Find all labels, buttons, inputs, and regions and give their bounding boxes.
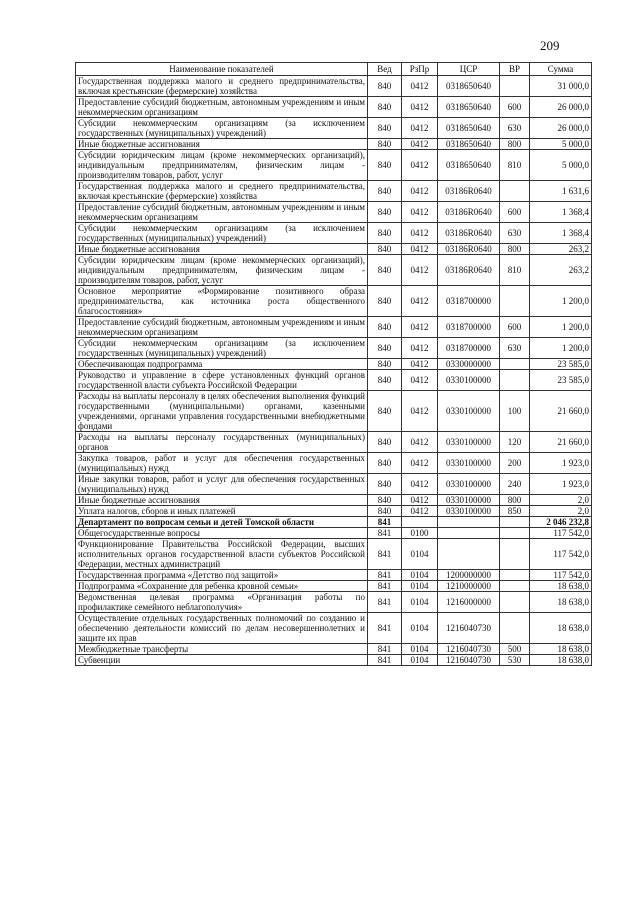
cell-sum: 18 638,0 [530,581,592,592]
cell-csr: 0330100000 [438,453,500,474]
cell-csr [438,539,500,570]
cell-sum: 1 368,4 [530,202,592,223]
cell-ved: 840 [368,432,402,453]
cell-vr: 800 [500,495,530,506]
cell-name: Государственная поддержка малого и среднего предпринимательства, включая крестьянские (фермерские) хозяйства [76,76,368,97]
cell-csr: 0330100000 [438,370,500,391]
cell-sum: 263,2 [530,244,592,255]
table-row [76,317,592,338]
cell-csr: 0330100000 [438,495,500,506]
cell-csr: 0330100000 [438,506,500,517]
cell-sum: 117 542,0 [530,539,592,570]
table-row [76,495,592,506]
table-row [76,97,592,118]
cell-rzpr: 0412 [402,118,438,139]
cell-rzpr: 0412 [402,370,438,391]
cell-sum: 26 000,0 [530,118,592,139]
cell-vr [500,181,530,202]
cell-name: Общегосударственные вопросы [76,528,368,539]
cell-name: Расходы на выплаты персоналу в целях обеспечения выполнения функций государственными (муниципальными) органами, казенными учреждениями, органами управления государственными внебюджетными фондами [76,391,368,432]
cell-name: Основное мероприятие «Формирование позитивного образа предпринимательства, как источника роста общественного благосостояния» [76,286,368,317]
cell-name: Субсидии юридическим лицам (кроме некоммерческих организаций), индивидуальным предпринимателям, физическим лицам - производителям товаров, работ, услуг [76,150,368,181]
cell-sum: 18 638,0 [530,644,592,655]
cell-name: Расходы на выплаты персоналу государственных (муниципальных) органов [76,432,368,453]
cell-vr [500,528,530,539]
cell-sum: 1 923,0 [530,474,592,495]
cell-csr: 0318700000 [438,317,500,338]
cell-sum: 1 200,0 [530,317,592,338]
cell-sum: 21 660,0 [530,432,592,453]
cell-rzpr: 0104 [402,581,438,592]
cell-ved: 841 [368,644,402,655]
cell-ved: 841 [368,570,402,581]
cell-rzpr: 0412 [402,391,438,432]
cell-csr: 0330100000 [438,391,500,432]
cell-sum: 263,2 [530,255,592,286]
cell-ved: 841 [368,539,402,570]
cell-name: Уплата налогов, сборов и иных платежей [76,506,368,517]
table-row [76,453,592,474]
table-row [76,255,592,286]
table-row [76,338,592,359]
cell-rzpr: 0412 [402,150,438,181]
cell-rzpr: 0412 [402,286,438,317]
cell-rzpr [402,517,438,528]
cell-rzpr: 0412 [402,223,438,244]
cell-ved: 841 [368,517,402,528]
cell-sum: 2,0 [530,506,592,517]
cell-vr: 810 [500,255,530,286]
table-row [76,359,592,370]
cell-ved: 840 [368,118,402,139]
cell-ved: 840 [368,286,402,317]
cell-name: Субсидии некоммерческим организациям (за исключением государственных (муниципальных) учреждений) [76,223,368,244]
table-row [76,613,592,644]
cell-vr [500,613,530,644]
table-header [76,63,592,76]
cell-rzpr: 0100 [402,528,438,539]
table-row [76,244,592,255]
table-row [76,223,592,244]
table-row [76,139,592,150]
cell-ved: 840 [368,453,402,474]
cell-name: Предоставление субсидий бюджетным, автономным учреждениям и иным некоммерческим организациям [76,97,368,118]
table-row [76,391,592,432]
cell-csr [438,528,500,539]
cell-name: Подпрограмма «Сохранение для ребенка кровной семьи» [76,581,368,592]
cell-vr [500,370,530,391]
cell-ved: 840 [368,150,402,181]
cell-vr: 850 [500,506,530,517]
cell-csr: 1210000000 [438,581,500,592]
cell-rzpr: 0412 [402,244,438,255]
cell-sum: 31 000,0 [530,76,592,97]
cell-vr: 600 [500,317,530,338]
cell-rzpr: 0412 [402,453,438,474]
cell-vr: 800 [500,244,530,255]
cell-ved: 840 [368,244,402,255]
table-row [76,581,592,592]
cell-csr: 0330000000 [438,359,500,370]
cell-vr: 200 [500,453,530,474]
table-row [76,570,592,581]
cell-rzpr: 0412 [402,506,438,517]
table-row [76,474,592,495]
table-row [76,181,592,202]
cell-ved: 840 [368,506,402,517]
cell-sum: 23 585,0 [530,359,592,370]
cell-rzpr: 0412 [402,495,438,506]
cell-vr: 630 [500,118,530,139]
cell-vr: 630 [500,338,530,359]
cell-csr [438,517,500,528]
cell-name: Субсидии юридическим лицам (кроме некоммерческих организаций), индивидуальным предпринимателям, физическим лицам - производителям товаров, работ, услуг [76,255,368,286]
cell-csr: 0318650640 [438,150,500,181]
header-sum: Сумма [530,63,592,76]
cell-rzpr: 0104 [402,570,438,581]
cell-vr [500,592,530,613]
cell-sum: 26 000,0 [530,97,592,118]
cell-ved: 840 [368,359,402,370]
cell-sum: 21 660,0 [530,391,592,432]
cell-sum: 1 368,4 [530,223,592,244]
table-row [76,592,592,613]
cell-vr: 530 [500,655,530,666]
cell-rzpr: 0412 [402,317,438,338]
cell-sum: 23 585,0 [530,370,592,391]
cell-csr: 0330100000 [438,432,500,453]
header-row [76,63,592,76]
cell-name: Предоставление субсидий бюджетным, автономным учреждениям и иным некоммерческим организациям [76,317,368,338]
cell-vr: 240 [500,474,530,495]
cell-csr: 0318650640 [438,118,500,139]
cell-sum: 18 638,0 [530,655,592,666]
cell-rzpr: 0412 [402,76,438,97]
cell-vr [500,539,530,570]
cell-name: Иные бюджетные ассигнования [76,495,368,506]
table-body [76,76,592,666]
cell-vr [500,581,530,592]
cell-sum: 1 631,6 [530,181,592,202]
cell-ved: 841 [368,655,402,666]
cell-csr: 0318650640 [438,76,500,97]
header-name: Наименование показателей [76,63,368,76]
cell-csr: 0318700000 [438,286,500,317]
table-row [76,118,592,139]
cell-rzpr: 0104 [402,613,438,644]
cell-ved: 840 [368,97,402,118]
cell-csr: 1216040730 [438,613,500,644]
cell-name: Закупка товаров, работ и услуг для обеспечения государственных (муниципальных) нужд [76,453,368,474]
cell-ved: 841 [368,528,402,539]
cell-sum: 1 200,0 [530,338,592,359]
cell-csr: 1216000000 [438,592,500,613]
cell-rzpr: 0412 [402,338,438,359]
cell-name: Иные бюджетные ассигнования [76,244,368,255]
cell-name: Иные закупки товаров, работ и услуг для обеспечения государственных (муниципальных) нужд [76,474,368,495]
table-row [76,150,592,181]
cell-rzpr: 0412 [402,202,438,223]
cell-ved: 840 [368,181,402,202]
cell-csr: 1200000000 [438,570,500,581]
cell-rzpr: 0412 [402,139,438,150]
cell-name: Субсидии некоммерческим организациям (за исключением государственных (муниципальных) учреждений) [76,338,368,359]
cell-name: Государственная программа «Детство под защитой» [76,570,368,581]
cell-csr: 1216040730 [438,644,500,655]
cell-ved: 840 [368,474,402,495]
cell-name: Государственная поддержка малого и среднего предпринимательства, включая крестьянские (фермерские) хозяйства [76,181,368,202]
cell-vr [500,359,530,370]
cell-csr: 03186R0640 [438,181,500,202]
cell-rzpr: 0104 [402,539,438,570]
cell-name: Субсидии некоммерческим организациям (за исключением государственных (муниципальных) учреждений) [76,118,368,139]
cell-ved: 840 [368,338,402,359]
cell-sum: 1 923,0 [530,453,592,474]
cell-rzpr: 0104 [402,655,438,666]
cell-ved: 840 [368,139,402,150]
cell-vr: 600 [500,97,530,118]
cell-sum: 5 000,0 [530,150,592,181]
cell-vr: 810 [500,150,530,181]
table-row [76,644,592,655]
budget-table [75,62,592,666]
table-row [76,370,592,391]
cell-csr: 0318650640 [438,139,500,150]
cell-rzpr: 0412 [402,97,438,118]
cell-ved: 841 [368,581,402,592]
header-csr: ЦСР [438,63,500,76]
cell-name: Осуществление отдельных государственных полномочий по созданию и обеспечению деятельности комиссий по делам несовершеннолетних и защите их прав [76,613,368,644]
cell-name: Субвенции [76,655,368,666]
cell-name: Департамент по вопросам семьи и детей Томской области [76,517,368,528]
page-number: 209 [540,38,560,53]
cell-ved: 840 [368,317,402,338]
cell-vr: 500 [500,644,530,655]
cell-name: Предоставление субсидий бюджетным, автономным учреждениям и иным некоммерческим организациям [76,202,368,223]
header-rzpr: РзПр [402,63,438,76]
cell-csr: 0330100000 [438,474,500,495]
cell-ved: 840 [368,223,402,244]
cell-rzpr: 0104 [402,644,438,655]
table-row [76,528,592,539]
cell-ved: 840 [368,391,402,432]
cell-sum: 1 200,0 [530,286,592,317]
cell-csr: 0318700000 [438,338,500,359]
header-ved: Вед [368,63,402,76]
cell-rzpr: 0412 [402,432,438,453]
cell-vr: 800 [500,139,530,150]
cell-sum: 117 542,0 [530,528,592,539]
table-row [76,506,592,517]
cell-vr [500,286,530,317]
cell-sum: 117 542,0 [530,570,592,581]
header-vr: ВР [500,63,530,76]
cell-ved: 840 [368,76,402,97]
cell-vr: 630 [500,223,530,244]
cell-ved: 840 [368,202,402,223]
cell-csr: 1216040730 [438,655,500,666]
table-row [76,655,592,666]
cell-ved: 841 [368,592,402,613]
cell-name: Иные бюджетные ассигнования [76,139,368,150]
table-row [76,517,592,528]
table-row [76,202,592,223]
table-row [76,76,592,97]
cell-ved: 841 [368,613,402,644]
cell-vr [500,570,530,581]
cell-rzpr: 0412 [402,255,438,286]
cell-rzpr: 0412 [402,474,438,495]
cell-csr: 03186R0640 [438,223,500,244]
cell-vr [500,517,530,528]
cell-name: Руководство и управление в сфере установленных функций органов государственной власти субъекта Российской Федерации [76,370,368,391]
cell-sum: 2,0 [530,495,592,506]
cell-csr: 03186R0640 [438,202,500,223]
cell-vr: 600 [500,202,530,223]
cell-rzpr: 0104 [402,592,438,613]
cell-sum: 18 638,0 [530,613,592,644]
cell-csr: 03186R0640 [438,255,500,286]
table-row [76,286,592,317]
cell-vr: 100 [500,391,530,432]
cell-vr: 120 [500,432,530,453]
cell-name: Обеспечивающая подпрограмма [76,359,368,370]
cell-name: Межбюджетные трансферты [76,644,368,655]
cell-ved: 840 [368,255,402,286]
table-row [76,432,592,453]
cell-csr: 03186R0640 [438,244,500,255]
cell-name: Ведомственная целевая программа «Организация работы по профилактике семейного неблагополучия» [76,592,368,613]
cell-rzpr: 0412 [402,359,438,370]
cell-sum: 18 638,0 [530,592,592,613]
cell-sum: 5 000,0 [530,139,592,150]
cell-vr [500,76,530,97]
cell-csr: 0318650640 [438,97,500,118]
cell-rzpr: 0412 [402,181,438,202]
cell-sum: 2 046 232,8 [530,517,592,528]
cell-ved: 840 [368,370,402,391]
cell-name: Функционирование Правительства Российской Федерации, высших исполнительных органов государственной власти субъектов Российской Федерации, местных администраций [76,539,368,570]
table-row [76,539,592,570]
cell-ved: 840 [368,495,402,506]
